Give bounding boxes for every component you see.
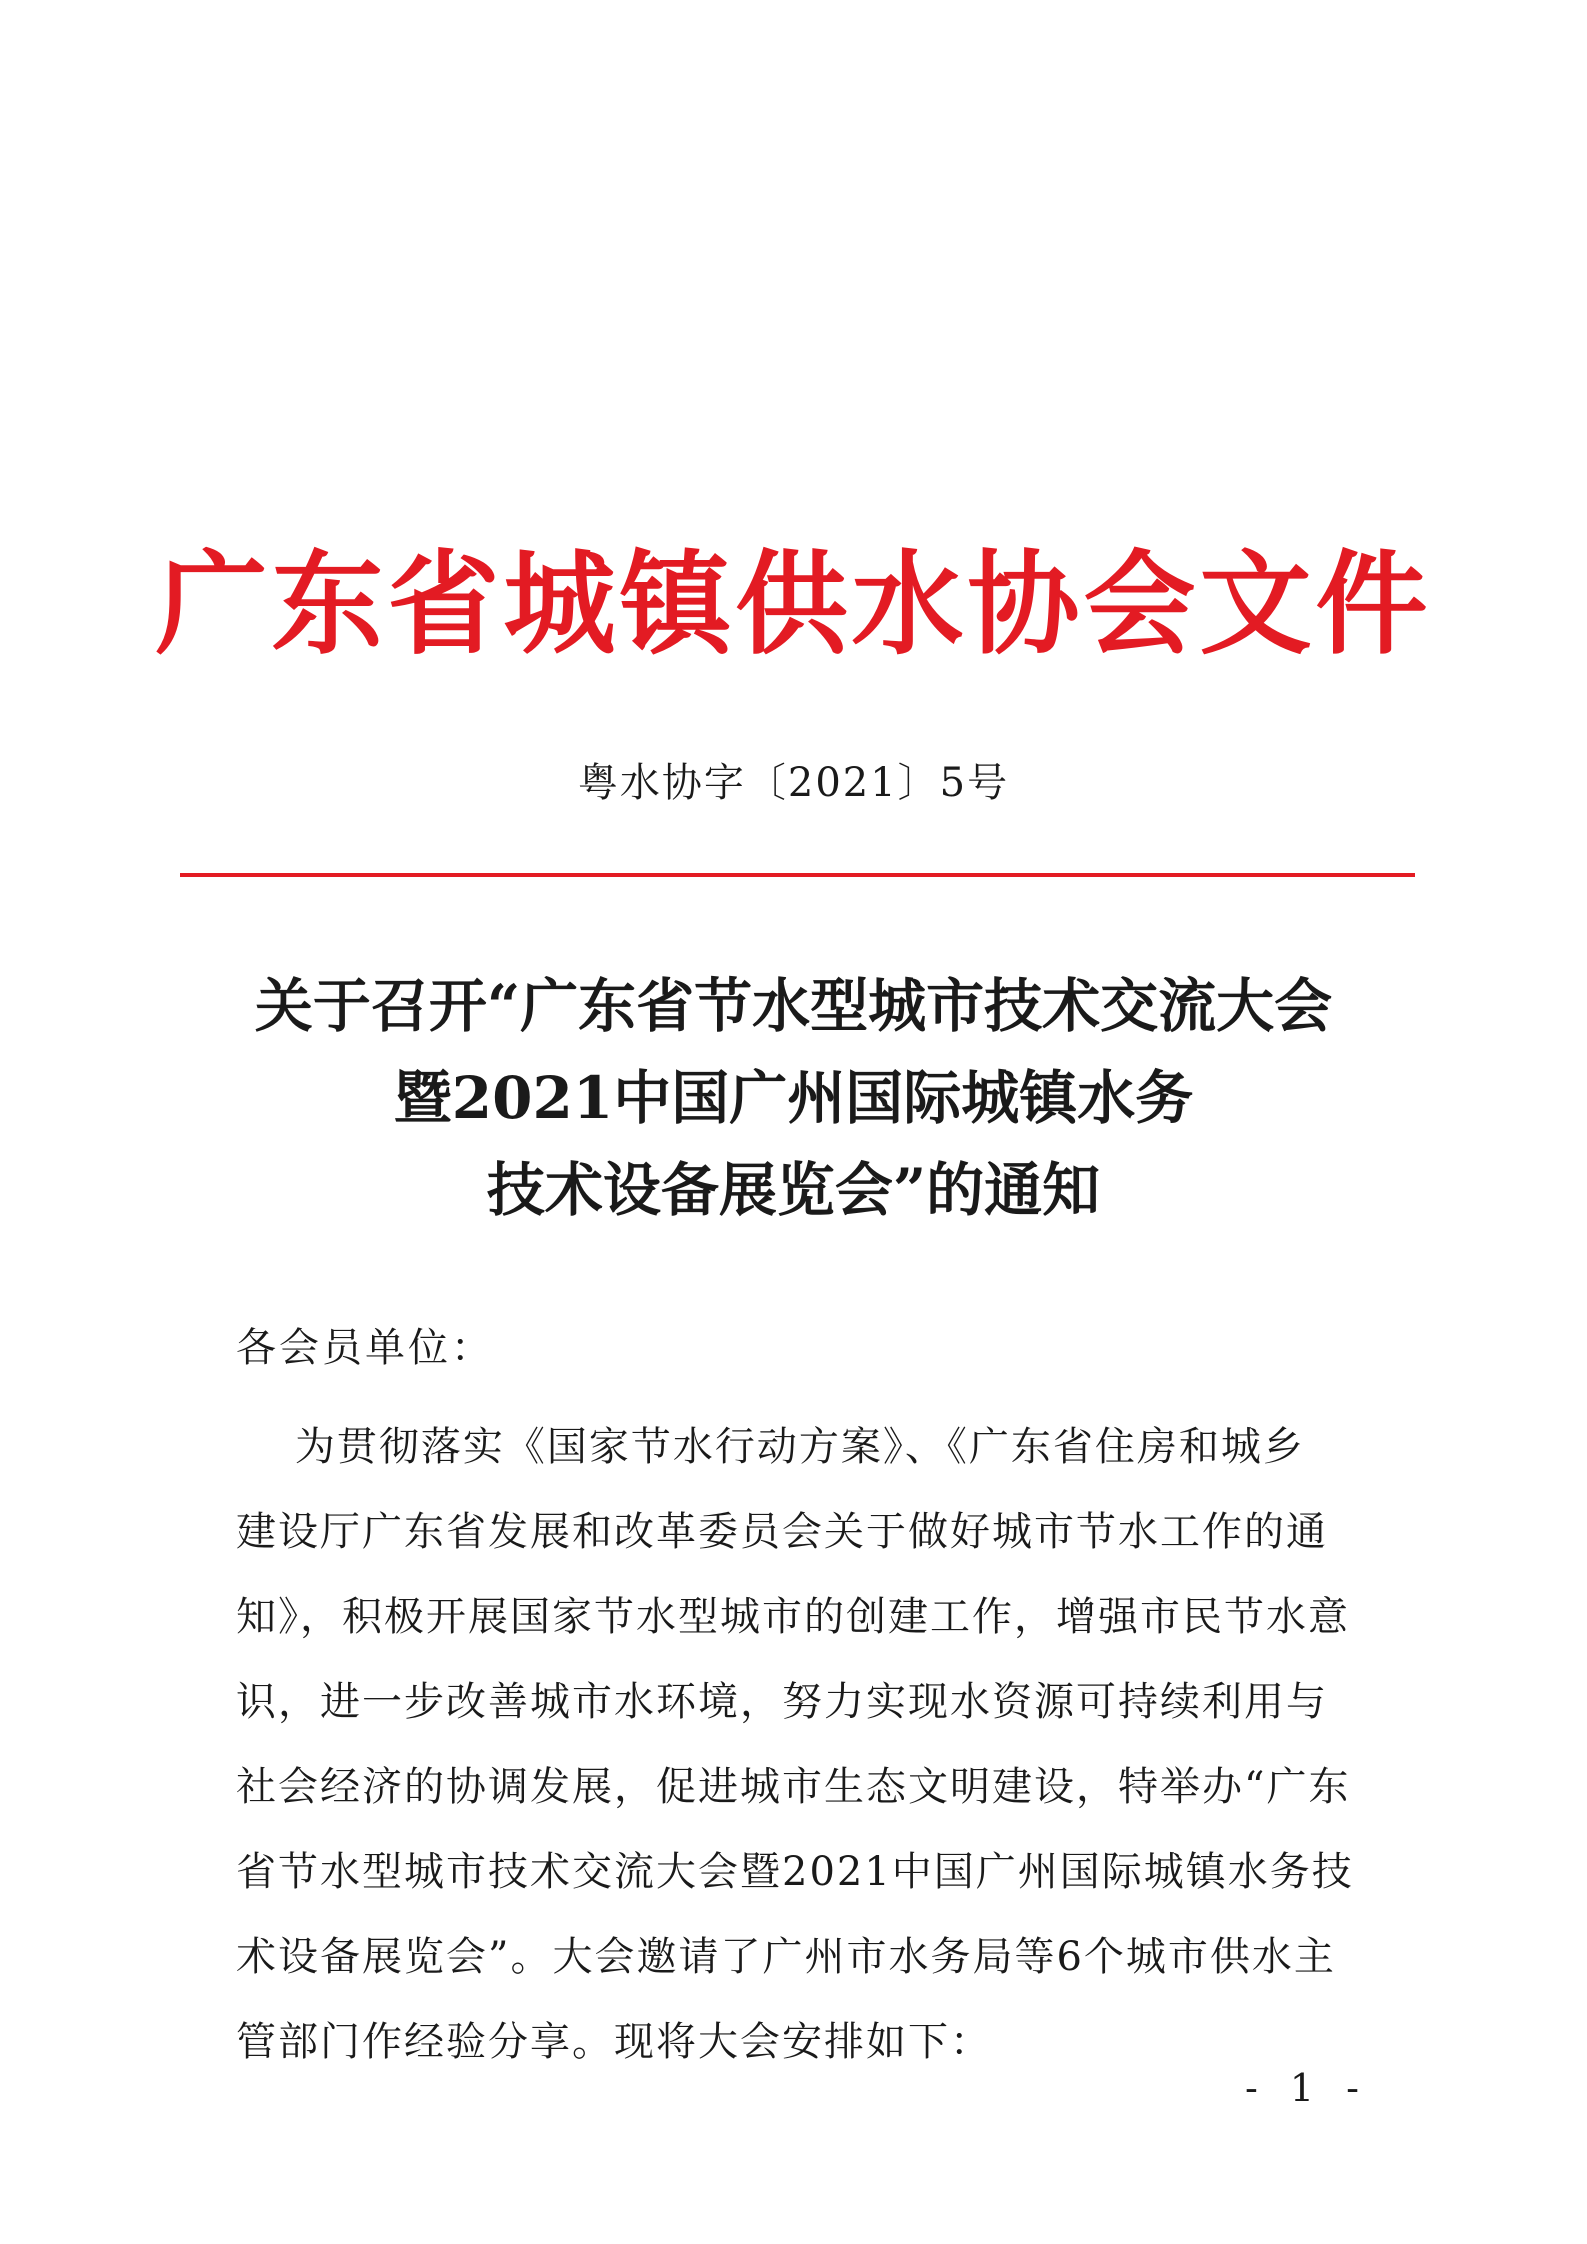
notice-title-line: 暨2021中国广州国际城镇水务 xyxy=(393,1064,1194,1132)
masthead-title: 广东省城镇供水协会文件 xyxy=(155,539,1432,670)
document-number: 粤水协字〔2021〕5号 xyxy=(577,760,1010,806)
paragraph-line: 为贯彻落实《国家节水行动方案》、《广东省住房和城乡 xyxy=(236,1424,1305,1470)
paragraph-line: 识，进一步改善城市水环境，努力实现水资源可持续利用与 xyxy=(236,1679,1328,1725)
paragraph-line: 知》，积极开展国家节水型城市的创建工作，增强市民节水意 xyxy=(236,1594,1350,1640)
paragraph-line: 管部门作经验分享。现将大会安排如下： xyxy=(236,2019,992,2065)
salutation: 各会员单位： xyxy=(236,1325,494,1371)
notice-title xyxy=(160,960,1427,1236)
body-paragraph xyxy=(236,1405,1356,2085)
page-number: - 1 - xyxy=(1245,2066,1370,2110)
paragraph-line: 社会经济的协调发展，促进城市生态文明建设，特举办“广东 xyxy=(236,1764,1351,1810)
notice-title-line: 技术设备展览会”的通知 xyxy=(486,1156,1101,1224)
paragraph-line: 术设备展览会”。大会邀请了广州市水务局等6个城市供水主 xyxy=(236,1934,1336,1980)
red-divider-line xyxy=(180,873,1415,877)
paragraph-line: 建设厅广东省发展和改革委员会关于做好城市节水工作的通 xyxy=(236,1509,1328,1555)
notice-title-line: 关于召开“广东省节水型城市技术交流大会 xyxy=(254,972,1333,1040)
paragraph-line: 省节水型城市技术交流大会暨2021中国广州国际城镇水务技 xyxy=(236,1849,1354,1895)
